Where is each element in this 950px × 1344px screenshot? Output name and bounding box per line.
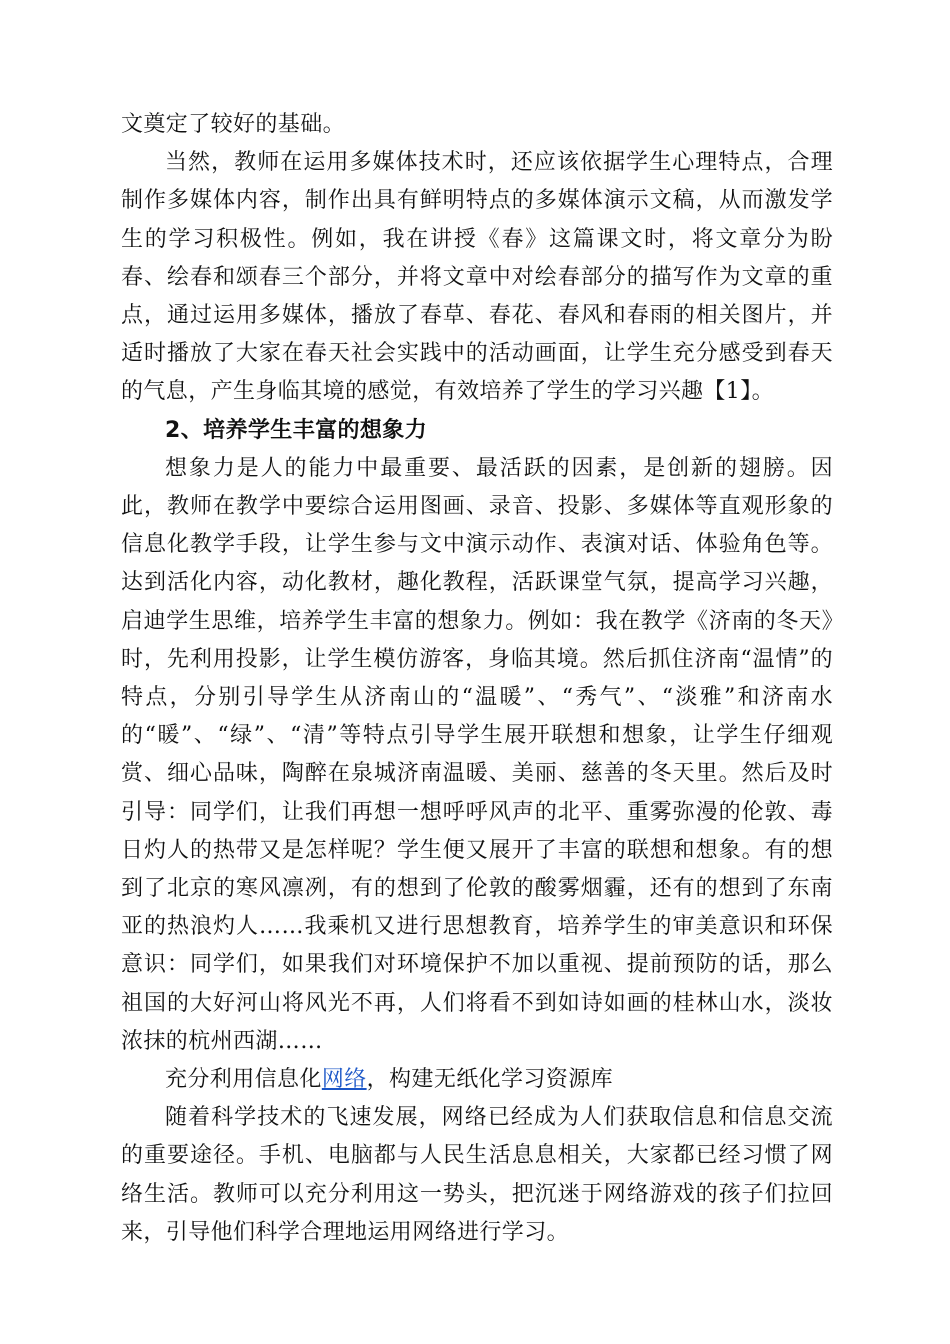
- section-heading-imagination: 2、培养学生丰富的想象力: [165, 417, 428, 443]
- document-body: [121, 106, 833, 1252]
- paragraph-multimedia: 当然，教师在运用多媒体技术时，还应该依据学生心理特点，合理制作多媒体内容，制作出具有鲜明特点的多媒体演示文稿，从而激发学生的学习积极性。例如，我在讲授《春》这篇课文时，将文章分为盼春、绘春和颂春三个部分，并将文章中对绘春部分的描写作为文章的重点，通过运用多媒体，播放了春草、春花、春风和春雨的相关图片，并适时播放了大家在春天社会实践中的活动画面，让学生充分感受到春天的气息，产生身临其境的感觉，有效培养了学生的学习兴趣【1】。: [121, 150, 833, 405]
- paragraph-continued: 文奠定了较好的基础。: [121, 112, 346, 137]
- paragraph-network: 随着科学技术的飞速发展，网络已经成为人们获取信息和信息交流的重要途径。手机、电脑都与人民生活息息相关，大家都已经习惯了网络生活。教师可以充分利用这一势头，把沉迷于网络游戏的孩子们拉回来，引导他们科学合理地运用网络进行学习。: [121, 1105, 833, 1245]
- section-heading-network: [121, 1061, 833, 1099]
- heading-text-before: 充分利用信息化: [165, 1067, 322, 1093]
- heading-text-after: ，构建无纸化学习资源库: [366, 1067, 614, 1093]
- network-link[interactable]: 网络: [321, 1067, 367, 1093]
- paragraph-imagination: 想象力是人的能力中最重要、最活跃的因素，是创新的翅膀。因此，教师在教学中要综合运用图画、录音、投影、多媒体等直观形象的信息化教学手段，让学生参与文中演示动作、表演对话、体验角色等。达到活化内容，动化教材，趣化教程，活跃课堂气氛，提高学习兴趣，启迪学生思维，培养学生丰富的想象力。例如：我在教学《济南的冬天》时，先利用投影，让学生模仿游客，身临其境。然后抓住济南“温情”的特点，分别引导学生从济南山的“温暖”、“秀气”、“淡雅”和济南水的“暖”、“绿”、“清”等特点引导学生展开联想和想象，让学生仔细观赏、细心品味，陶醉在泉城济南温暖、美丽、慈善的冬天里。然后及时引导：同学们，让我们再想一想呼呼风声的北平、重雾弥漫的伦敦、毒日灼人的热带又是怎样呢？学生便又展开了丰富的联想和想象。有的想到了北京的寒风凛冽，有的想到了伦敦的酸雾烟霾，还有的想到了东南亚的热浪灼人……我乘机又进行思想教育，培养学生的审美意识和环保意识：同学们，如果我们对环境保护不加以重视、提前预防的话，那么祖国的大好河山将风光不再，人们将看不到如诗如画的桂林山水，淡妆浓抹的杭州西湖……: [121, 455, 833, 1054]
